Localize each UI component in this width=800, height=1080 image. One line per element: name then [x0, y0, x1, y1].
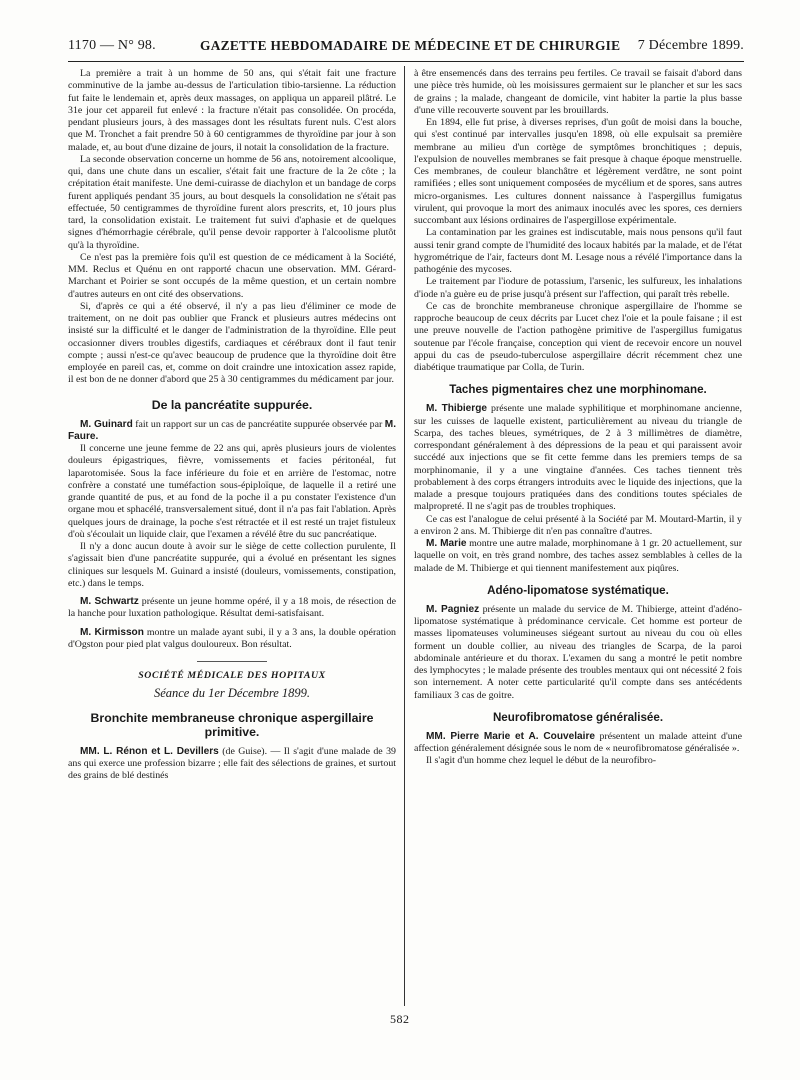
paragraph-text: présentent un malade atteint d'une affection généralement désignée sous le nom de « neurofibromatose généralisée ». [414, 730, 742, 754]
paragraph: Le traitement par l'iodure de potassium, l'arsenic, les sulfureux, les inhalations d'iode n'a guère eu de prise jusqu'à présent sur l'affection, qui paraît très rebelle. [414, 276, 742, 300]
paragraph-text: présente un malade du service de M. Thibierge, atteint d'adéno-lipomatose systématique à prédominance cervicale. Cet homme est porteur de masses lipomateuses volumineuses siégeant surtout au niveau du cou où elles forment un double collier, au niveau des triangles de Scarpa, de la paroi abdominale antérieure et du thorax. L'examen du sang a montré le petit nombre des lymphocytes ; le malade présente des troubles mentaux qui ont nécessité 2 fois son internement. A noter cette particularité qu'il compte dans ses antécédents familiaux 3 cas de goitre. [414, 603, 742, 701]
section-divider [197, 661, 267, 662]
right-column [414, 68, 742, 768]
paragraph [68, 746, 396, 783]
author-name: M. Faure. [68, 418, 396, 442]
session-date: Séance du 1er Décembre 1899. [153, 686, 311, 701]
section-heading-bronchite: Bronchite membraneuse chronique aspergillaire primitive. [90, 710, 374, 739]
section-heading-neurofibromatose: Neurofibromatose généralisée. [492, 710, 664, 724]
section-heading-taches: Taches pigmentaires chez une morphinomane. [449, 383, 707, 397]
paragraph: Il s'agit d'un homme chez lequel le début de la neurofibro- [426, 755, 657, 767]
paragraph-text: présente une malade syphilitique et morphinomane ancienne, sur les cuisses de laquelle existent, particulièrement au niveau du triangle de Scarpa, des taches bleues, symétriques, de 2 à 3 millimètres de diamètre, correspondant généralement à des dépressions de la peau et qui paraissent avoir succédé aux injections que se fit cette femme dans les premiers temps de sa morphinomanie, il y a une vingtaine d'années. Ces taches tiennent très probablement à des corps étrangers introduits avec le liquide des injections, que la malade a presque toujours pratiquées dans des conditions toutes spéciales de malpropreté. Il ne s'agit pas de troubles trophiques. [414, 403, 742, 513]
author-name: M. Thibierge [426, 403, 488, 415]
author-name: M. Guinard [80, 418, 133, 430]
paragraph [68, 419, 396, 444]
paragraph: Ce n'est pas la première fois qu'il est question de ce médicament à la Société, MM. Reclus et Quénu en ont rapporté chacun une observation. MM. Gérard-Marchant et Poirier se sont occupés de la même question, et un certain nombre d'autres auteurs en ont cité des observations. [68, 251, 396, 300]
column-divider [404, 66, 405, 1006]
paragraph: En 1894, elle fut prise, à diverses reprises, d'un goût de moisi dans la bouche, qui s'est continué par intervalles jusqu'en 1898, où elle expulsait sa première membrane au milieu d'un cortège de symptômes bronchitiques ; depuis, l'expulsion de nouvelles membranes se fait presque à chaque époque menstruelle. Ces membranes, de couleur blanchâtre et légèrement verdâtre, ne sont point ramifiées ; elles sont uniquement composées de mycélium et de spores, sans autres micro-organismes. Les cultures donnent naissance à l'aspergillus fumigatus virulent, qui provoque la mort des animaux inoculés avec les spores, ces derniers succombant aux lésions ordinaires de l'aspergillose expérimentale. [414, 117, 742, 226]
paragraph-text: fait un rapport sur un cas de pancréatite suppurée observée par [132, 418, 385, 430]
paragraph: La contamination par les graines est indiscutable, mais nous pensons qu'il faut aussi tenir grand compte de l'humidité des locaux habités par la malade, et de l'état hygrométrique de l'air, facteurs dont M. Lesage nous a révélé l'importance dans la pathogénie des mycoses. [414, 227, 742, 275]
paragraph [414, 538, 742, 575]
header-rule [68, 61, 744, 62]
page-number: 582 [390, 1012, 410, 1026]
journal-title: GAZETTE HEBDOMADAIRE DE MÉDECINE ET DE CHIRURGIE [200, 38, 621, 53]
paragraph [68, 627, 396, 652]
paragraph [414, 731, 742, 756]
paragraph: Il concerne une jeune femme de 22 ans qui, après plusieurs jours de violentes douleurs épigastriques, fièvre, vomissements et facies péritonéal, fut laparotomisée. Sous la face inférieure du foie et en arrière de l'estomac, notre confrère a constaté une tuméfaction sous-épiploïque, de laquelle il a retiré une grande quantité de pus, et au fond de la poche il a pu constater l'existence d'un organe mou et sphacélé, transversalement situé, dont il n'a pas fait l'ablation. Après quelques jours de drainage, la poche s'est rétractée et il est resté un trajet fistuleux d'où s'écoulait un liquide clair, que l'examen a révélé être du suc pancréatique. [68, 443, 396, 540]
left-column [68, 68, 396, 782]
author-name: MM. L. Rénon et L. Devillers [80, 745, 219, 757]
author-name: M. Kirmisson [80, 626, 144, 638]
author-name: MM. Pierre Marie et A. Couvelaire [426, 730, 595, 742]
society-title: SOCIÉTÉ MÉDICALE DES HOPITAUX [138, 670, 326, 681]
paragraph: Si, d'après ce qui a été observé, il n'y a pas lieu d'éliminer ce mode de traitement, on ne doit pas oublier que Franck et plusieurs autres médecins ont insisté sur la difficulté et le danger de l'administration de la thyroïdine. Elle peut occasionner divers troubles digestifs, cardiaques et cérébraux dont il faut tenir compte ; aussi n'est-ce qu'avec beaucoup de prudence que la thyroïdine doit être employée en pareil cas, et, comme on doit craindre une intoxication assez rapide, il est bon de ne donner d'abord que 25 à 30 centigrammes du médicament par jour. [68, 300, 396, 386]
author-name: M. Schwartz [80, 596, 139, 607]
author-name: M. Pagniez [426, 603, 480, 615]
issue-date: 7 Décembre 1899. [637, 38, 744, 53]
paragraph: à être ensemencés dans des terrains peu fertiles. Ce travail se faisait d'abord dans une pièce très humide, où les moisissures germaient sur le plancher et sur les sacs de grains ; la malade, changeant de domicile, vint habiter la partie la plus basse d'une ville recouverte souvent par les brouillards. [414, 68, 742, 116]
paragraph: Ce cas de bronchite membraneuse chronique aspergillaire de l'homme se rapproche beaucoup de ceux décrits par Lucet chez l'oie et la poule faisane ; il est une preuve nouvelle de l'action pathogène primitive de l'aspergillus fumigatus soutenue par l'école française, conception qui vient de recevoir encore un nouvel appui du cas de pseudo-tuberculose aspergillaire décrit récemment chez une diabétique traumatique par Colla, de Turin. [414, 300, 742, 373]
section-heading-adeno: Adéno-lipomatose systématique. [487, 583, 669, 597]
paragraph: Il n'y a donc aucun doute à avoir sur le siège de cette collection purulente, Il s'agissait bien d'une pancréatite suppurée, qui a évolué en présentant les signes cliniques sur lesquels M. Guinard a insisté (douleurs, vomissements, constipation, etc.) dans le temps. [68, 541, 396, 589]
author-name: M. Marie [426, 538, 467, 549]
paragraph: Ce cas est l'analogue de celui présenté à la Société par M. Moutard-Martin, il y a environ 2 ans. M. Thibierge dit n'en pas connaître d'autres. [414, 513, 742, 537]
paragraph-text: (de Guise). — Il s'agit d'une malade de 39 ans qui exerce une profession bizarre ; elle fait des sélections de graines, et surtout des grains de blé destinés [68, 745, 396, 781]
paragraph-text: présente un jeune homme opéré, il y a 18 mois, de résection de la hanche pour luxation pathologique. Résultat demi-satisfaisant. [68, 596, 396, 620]
paragraph [68, 596, 396, 621]
paragraph [414, 604, 742, 702]
paragraph: La seconde observation concerne un homme de 56 ans, notoirement alcoolique, qui, dans une chute dans un escalier, s'était fait une fracture de la 2e côte ; la crépitation était manifeste. Une demi-cuirasse de diachylon et un bandage de corps furent appliqués pendant 35 jours, au bout desquels la consolidation ne s'était pas effectuée, 50 centigrammes de thyroïdine furent alors prescrits, et, 10 jours plus tard, la consolidation existait. Le traitement fut suivi d'aphasie et de quelques signes d'hémorrhagie cérébrale, qu'il pense devoir rapporter à l'alcoolisme plutôt qu'à la thyroïdine. [68, 153, 396, 251]
paragraph [414, 403, 742, 513]
issue-number: 1170 — N° 98. [68, 38, 156, 53]
paragraph-text: montre un malade ayant subi, il y a 3 ans, la double opération d'Ogston pour pied plat valgus douloureux. Bon résultat. [68, 626, 396, 650]
section-heading-pancreatite: De la pancréatite suppurée. [151, 397, 313, 412]
paragraph: La première a trait à un homme de 50 ans, qui s'était fait une fracture comminutive de la jambe au-dessus de l'articulation tibio-tarsienne. La réduction fut faite le lendemain et, après deux massages, on appliqua un appareil plâtré. Le 31e jour cet appareil fut enlevé : la fracture n'était pas consolidée. On procéda, pendant plusieurs jours, à des massages dont les résultats furent nuls. C'est alors que M. Tronchet a fait prendre 50 à 60 centigrammes de thyroïdine par jour à son malade, et, au bout d'une dizaine de jours, il notait la consolidation de la fracture. [68, 68, 396, 153]
paragraph-text: montre une autre malade, morphinomane à 1 gr. 20 actuellement, sur laquelle on voit, en très grand nombre, des taches assez semblables à celles de la malade de M. Thibierge et qui tiennent manifestement aux piqûres. [414, 538, 743, 574]
running-header [68, 38, 744, 58]
